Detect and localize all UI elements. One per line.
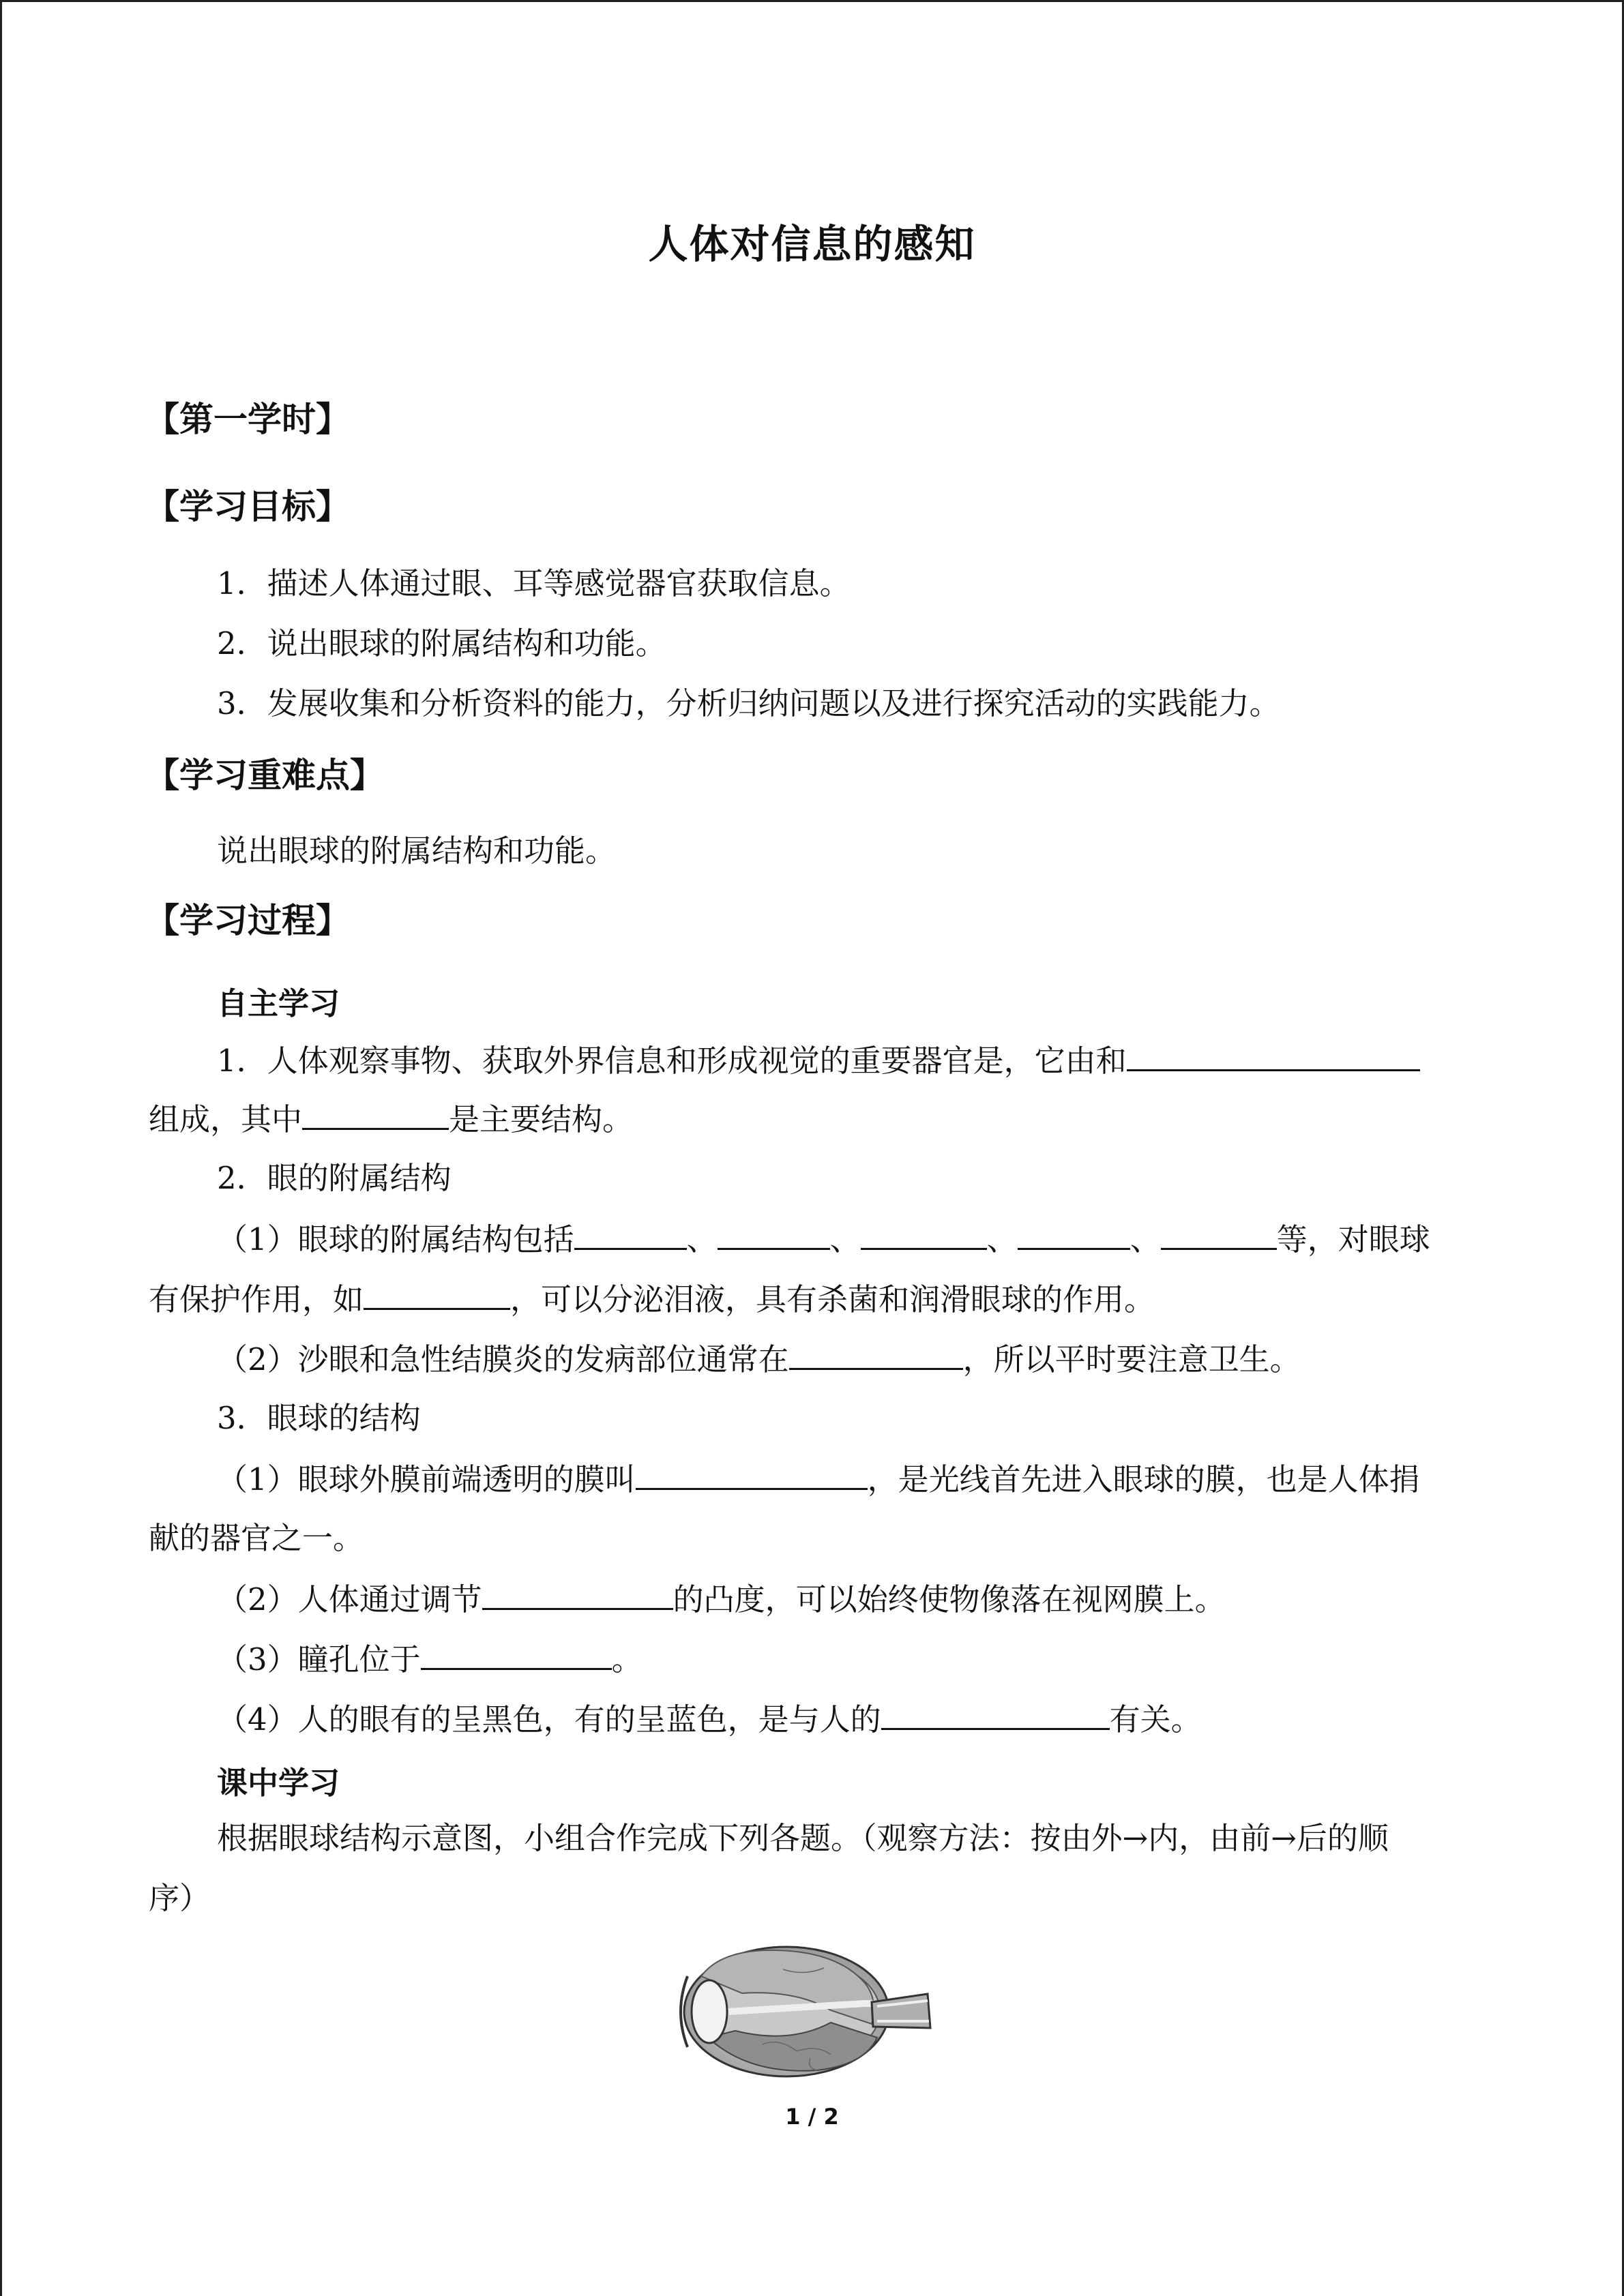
- question-2-1-cont: 有保护作用，如 ，可以分泌泪液，具有杀菌和润滑眼球的作用。: [149, 1278, 1155, 1320]
- question-3-4: （4）人的眼有的呈黑色，有的呈蓝色，是与人的 有关。: [217, 1698, 1202, 1740]
- fill-blank[interactable]: [482, 1578, 673, 1610]
- fill-blank[interactable]: [1127, 1039, 1420, 1071]
- heading-keypoints: 【学习重难点】: [145, 756, 384, 795]
- fill-blank[interactable]: [861, 1218, 987, 1250]
- heading-process: 【学习过程】: [145, 901, 350, 940]
- fill-blank[interactable]: [718, 1218, 830, 1250]
- class-study-text: 根据眼球结构示意图，小组合作完成下列各题。（观察方法：按由外→内，由前→后的顺: [217, 1820, 1389, 1856]
- question-3-1-cont: 献的器官之一。: [149, 1520, 364, 1556]
- heading-goals: 【学习目标】: [145, 487, 350, 526]
- fill-blank[interactable]: [881, 1698, 1110, 1730]
- lens-shape: [692, 1980, 727, 2043]
- question-3-1: （1）眼球外膜前端透明的膜叫 ，是光线首先进入眼球的膜，也是人体捐: [217, 1458, 1420, 1500]
- question-3-title: 3．眼球的结构: [217, 1400, 421, 1436]
- fill-blank[interactable]: [1161, 1218, 1277, 1250]
- question-2-2: （2）沙眼和急性结膜炎的发病部位通常在 ，所以平时要注意卫生。: [217, 1338, 1301, 1380]
- fill-blank[interactable]: [421, 1638, 612, 1670]
- page-title: 人体对信息的感知: [648, 221, 976, 267]
- keypoint-text: 说出眼球的附属结构和功能。: [217, 833, 617, 869]
- question-1-cont: 组成，其中 是主要结构。: [149, 1098, 633, 1140]
- class-study-label: 课中学习: [217, 1765, 340, 1801]
- heading-lesson: 【第一学时】: [145, 400, 350, 439]
- page-number: 1 / 2: [785, 2104, 839, 2130]
- fill-blank[interactable]: [636, 1458, 868, 1490]
- fill-blank[interactable]: [302, 1098, 449, 1130]
- self-study-label: 自主学习: [217, 985, 340, 1022]
- question-3-2: （2）人体通过调节 的凸度，可以始终使物像落在视网膜上。: [217, 1578, 1226, 1620]
- question-3-3: （3）瞳孔位于 。: [217, 1638, 643, 1680]
- goal-item: 1．描述人体通过眼、耳等感觉器官获取信息。: [217, 565, 851, 601]
- fill-blank[interactable]: [1018, 1218, 1130, 1250]
- goal-item: 3．发展收集和分析资料的能力，分析归纳问题以及进行探究活动的实践能力。: [217, 685, 1280, 721]
- question-2-1: （1）眼球的附属结构包括 、 、 、 、 等，对眼球: [217, 1218, 1430, 1260]
- fill-blank[interactable]: [574, 1218, 687, 1250]
- question-1: 1．人体观察事物、获取外界信息和形成视觉的重要器官是，它由和: [217, 1039, 1420, 1082]
- question-2-title: 2．眼的附属结构: [217, 1160, 452, 1196]
- class-study-text-cont: 序）: [149, 1880, 211, 1916]
- eyeball-diagram: [660, 1935, 933, 2085]
- goal-item: 2．说出眼球的附属结构和功能。: [217, 625, 666, 661]
- fill-blank[interactable]: [364, 1278, 510, 1310]
- fill-blank[interactable]: [789, 1338, 963, 1370]
